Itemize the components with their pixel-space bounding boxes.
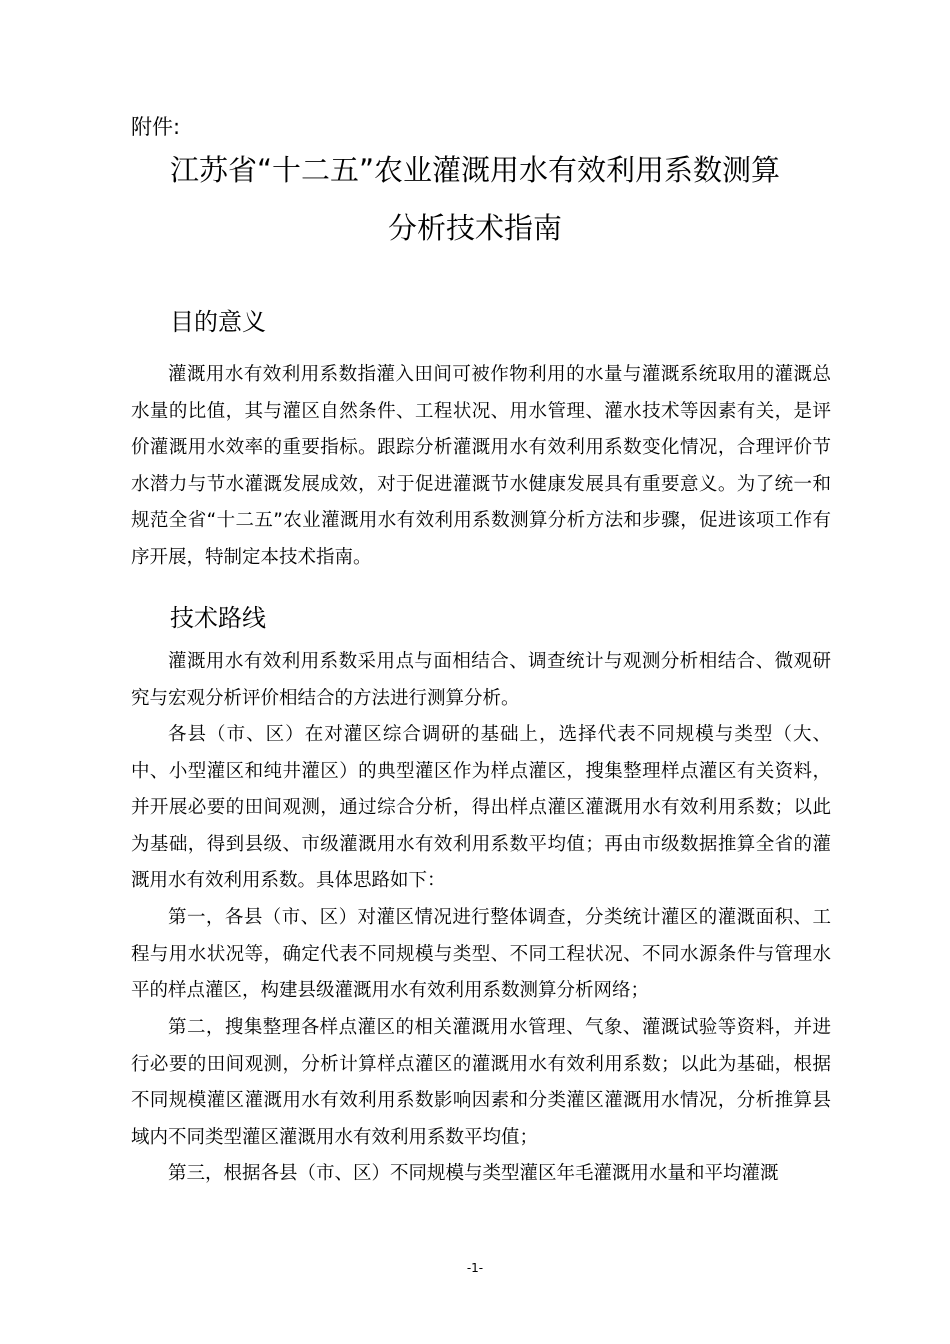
- section-heading-technical-route: 技术路线: [170, 604, 266, 632]
- paragraph-purpose: 灌溉用水有效利用系数指灌入田间可被作物利用的水量与灌溉系统取用的灌溉总水量的比值，其与灌区自然条件、工程状况、用水管理、灌水技术等因素有关，是评价灌溉用水效率的重要指标。跟踪分析灌溉用水有效利用系数变化情况，合理评价节水潜力与节水灌溉发展成效，对于促进灌溉节水健康发展具有重要意义。为了统一和规范全省“十二五”农业灌溉用水有效利用系数测算分析方法和步骤，促进该项工作有序开展，特制定本技术指南。: [131, 364, 831, 568]
- page-number: -1-: [466, 1261, 484, 1275]
- attachment-label: 附件:: [131, 115, 181, 139]
- paragraph-route-overview: 各县（市、区）在对灌区综合调研的基础上，选择代表不同规模与类型（大、中、小型灌区和纯井灌区）的典型灌区作为样点灌区，搜集整理样点灌区有关资料，并开展必要的田间观测，通过综合分析，得出样点灌区灌溉用水有效利用系数；以此为基础，得到县级、市级灌溉用水有效利用系数平均值；再由市级数据推算全省的灌溉用水有效利用系数。具体思路如下：: [131, 724, 831, 892]
- document-title-line-1: 江苏省“十二五”农业灌溉用水有效利用系数测算: [169, 153, 781, 187]
- paragraph-step-one: 第一，各县（市、区）对灌区情况进行整体调查，分类统计灌区的灌溉面积、工程与用水状况等，确定代表不同规模与类型、不同工程状况、不同水源条件与管理水平的样点灌区，构建县级灌溉用水有效利用系数测算分析网络；: [131, 907, 831, 1002]
- section-heading-purpose: 目的意义: [170, 308, 266, 336]
- paragraph-step-three: 第三，根据各县（市、区）不同规模与类型灌区年毛灌溉用水量和平均灌溉: [168, 1163, 779, 1184]
- paragraph-route-method: 灌溉用水有效利用系数采用点与面相结合、调查统计与观测分析相结合、微观研究与宏观分析评价相结合的方法进行测算分析。: [131, 651, 831, 709]
- document-title-line-2: 分析技术指南: [387, 211, 562, 245]
- paragraph-step-two: 第二，搜集整理各样点灌区的相关灌溉用水管理、气象、灌溉试验等资料，并进行必要的田间观测，分析计算样点灌区的灌溉用水有效利用系数；以此为基础，根据不同规模灌区灌溉用水有效利用系数影响因素和分类灌区灌溉用水情况，分析推算县域内不同类型灌区灌溉用水有效利用系数平均值；: [131, 1017, 831, 1148]
